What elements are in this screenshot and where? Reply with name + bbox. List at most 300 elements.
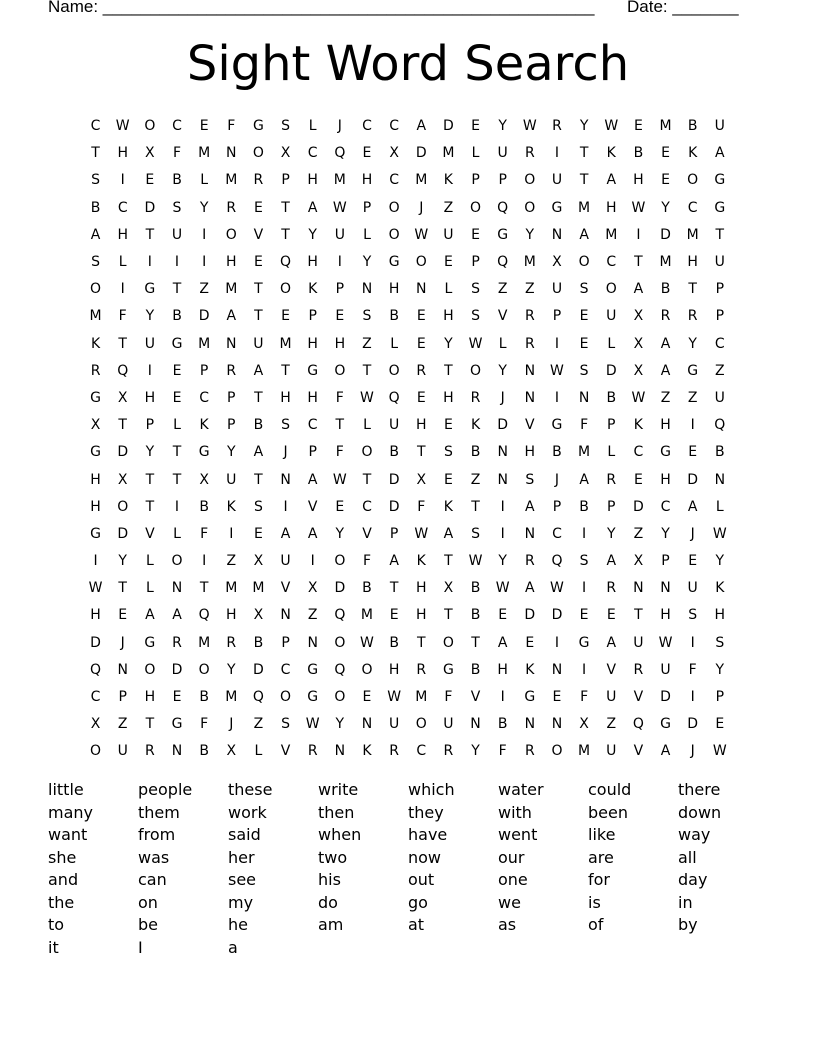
grid-letter: N bbox=[226, 145, 237, 162]
word-item: little bbox=[48, 780, 84, 799]
grid-letter: T bbox=[579, 172, 589, 189]
grid-letter: H bbox=[388, 281, 400, 298]
grid-letter: E bbox=[552, 689, 562, 706]
grid-letter: M bbox=[415, 689, 428, 706]
grid-letter: A bbox=[660, 335, 671, 352]
grid-letter: Y bbox=[715, 553, 725, 570]
grid-letter: L bbox=[444, 281, 453, 298]
grid-letter: Q bbox=[117, 362, 129, 379]
grid-letter: I bbox=[283, 498, 288, 515]
grid-letter: D bbox=[605, 362, 617, 379]
word-item: from bbox=[138, 825, 176, 844]
grid-letter: C bbox=[714, 335, 725, 352]
grid-letter: N bbox=[171, 743, 183, 760]
grid-letter: M bbox=[578, 743, 591, 760]
grid-letter: O bbox=[415, 716, 427, 733]
grid-letter: M bbox=[89, 308, 102, 325]
grid-letter: H bbox=[415, 580, 427, 597]
grid-letter: H bbox=[307, 335, 318, 352]
grid-letter: O bbox=[334, 362, 346, 379]
grid-letter: H bbox=[633, 172, 644, 189]
grid-letter: V bbox=[525, 417, 535, 434]
grid-letter: G bbox=[90, 525, 101, 542]
grid-letter: T bbox=[634, 607, 643, 624]
grid-letter: D bbox=[660, 226, 671, 243]
grid-letter: Z bbox=[606, 716, 617, 733]
grid-letter: B bbox=[470, 661, 481, 678]
grid-letter: E bbox=[199, 118, 209, 135]
grid-letter: R bbox=[416, 362, 427, 379]
grid-letter: U bbox=[633, 634, 644, 651]
word-item: go bbox=[408, 892, 428, 912]
grid-letter: L bbox=[607, 335, 616, 352]
grid-letter: E bbox=[579, 308, 589, 325]
grid-row bbox=[82, 195, 734, 222]
word-item: his bbox=[318, 870, 341, 889]
grid-letter: W bbox=[387, 689, 402, 706]
date-line: Date: _______ bbox=[627, 0, 739, 16]
grid-letter: O bbox=[144, 118, 156, 135]
grid-letter: R bbox=[524, 553, 535, 570]
grid-letter: B bbox=[579, 498, 589, 515]
grid-letter: D bbox=[117, 444, 129, 461]
grid-letter: F bbox=[172, 145, 182, 162]
grid-letter: Q bbox=[334, 607, 346, 624]
grid-letter: D bbox=[388, 471, 400, 488]
grid-letter: F bbox=[118, 308, 127, 325]
grid-letter: R bbox=[226, 199, 237, 216]
grid-letter: B bbox=[715, 444, 725, 461]
grid-letter: K bbox=[226, 498, 236, 515]
grid-letter: V bbox=[280, 580, 291, 597]
grid-letter: N bbox=[334, 743, 346, 760]
grid-letter: O bbox=[90, 281, 102, 298]
grid-letter: I bbox=[636, 226, 641, 243]
grid-letter: T bbox=[471, 498, 480, 515]
word-item: of bbox=[588, 915, 604, 934]
word-column bbox=[408, 779, 498, 959]
grid-letter: I bbox=[147, 362, 152, 379]
grid-letter: C bbox=[606, 254, 617, 271]
grid-letter: B bbox=[90, 199, 101, 216]
grid-letter: L bbox=[145, 553, 154, 570]
grid-row bbox=[82, 630, 734, 657]
grid-letter: N bbox=[578, 389, 590, 406]
grid-letter: Q bbox=[497, 199, 509, 216]
grid-letter: E bbox=[661, 172, 670, 189]
grid-letter: J bbox=[229, 716, 234, 733]
grid-letter: C bbox=[362, 118, 372, 135]
grid-letter: P bbox=[308, 308, 317, 325]
grid-letter: D bbox=[687, 716, 699, 733]
grid-letter: J bbox=[337, 118, 342, 135]
grid-letter: N bbox=[551, 716, 563, 733]
grid-letter: K bbox=[470, 417, 481, 434]
grid-letter: E bbox=[118, 607, 128, 624]
word-item: way bbox=[678, 825, 711, 844]
grid-letter: B bbox=[253, 634, 264, 651]
grid-letter: V bbox=[633, 689, 644, 706]
grid-letter: F bbox=[362, 553, 371, 570]
grid-letter: Y bbox=[444, 335, 453, 352]
grid-letter: O bbox=[442, 634, 454, 651]
grid-letter: H bbox=[117, 145, 128, 162]
grid-letter: U bbox=[280, 553, 291, 570]
grid-letter: Q bbox=[252, 689, 264, 706]
grid-letter: G bbox=[307, 689, 319, 706]
grid-letter: G bbox=[307, 362, 319, 379]
grid-letter: H bbox=[415, 417, 427, 434]
grid-letter: B bbox=[470, 607, 481, 624]
grid-letter: D bbox=[632, 498, 644, 515]
grid-letter: A bbox=[145, 607, 155, 624]
grid-letter: N bbox=[470, 716, 481, 733]
grid-letter: M bbox=[686, 226, 699, 243]
word-item: we bbox=[498, 892, 521, 912]
grid-letter: Y bbox=[498, 553, 507, 570]
grid-letter: T bbox=[145, 498, 155, 515]
grid-letter: V bbox=[307, 498, 318, 515]
grid-letter: W bbox=[414, 525, 429, 542]
grid-letter: A bbox=[172, 607, 182, 624]
grid-row bbox=[82, 684, 734, 711]
grid-letter: I bbox=[202, 254, 207, 271]
grid-letter: O bbox=[361, 444, 373, 461]
grid-letter: I bbox=[174, 498, 180, 515]
grid-letter: H bbox=[226, 254, 237, 271]
grid-letter: A bbox=[715, 145, 725, 162]
grid-letter: W bbox=[631, 199, 646, 216]
grid-letter: U bbox=[443, 226, 454, 243]
word-item: them bbox=[138, 802, 180, 822]
grid-letter: N bbox=[524, 716, 536, 733]
grid-letter: U bbox=[226, 471, 237, 488]
grid-letter: R bbox=[90, 362, 101, 379]
grid-letter: H bbox=[90, 498, 101, 515]
grid-letter: P bbox=[607, 417, 616, 434]
grid-letter: S bbox=[443, 444, 453, 461]
grid-letter: Z bbox=[117, 716, 128, 733]
grid-letter: E bbox=[471, 118, 480, 135]
grid-letter: G bbox=[442, 661, 454, 678]
grid-letter: P bbox=[118, 689, 127, 706]
word-column bbox=[318, 779, 408, 959]
grid-letter: Z bbox=[633, 525, 644, 542]
word-item: for bbox=[588, 870, 610, 889]
grid-letter: H bbox=[388, 661, 400, 678]
grid-letter: I bbox=[500, 689, 505, 706]
grid-letter: O bbox=[334, 553, 346, 570]
grid-letter: R bbox=[307, 743, 318, 760]
grid-letter: J bbox=[120, 634, 125, 651]
grid-letter: L bbox=[308, 118, 317, 135]
grid-letter: U bbox=[714, 254, 725, 271]
grid-letter: S bbox=[471, 308, 480, 325]
grid-letter: W bbox=[305, 716, 320, 733]
grid-letter: D bbox=[334, 580, 346, 597]
grid-letter: N bbox=[226, 335, 237, 352]
grid-letter: G bbox=[307, 661, 319, 678]
grid-letter: K bbox=[199, 417, 209, 434]
grid-letter: R bbox=[552, 118, 562, 135]
grid-letter: F bbox=[444, 689, 453, 706]
grid-letter: E bbox=[443, 417, 453, 434]
grid-letter: T bbox=[281, 199, 290, 216]
word-item: like bbox=[588, 825, 616, 844]
grid-letter: M bbox=[333, 172, 346, 189]
grid-letter: O bbox=[280, 281, 292, 298]
grid-letter: I bbox=[582, 661, 587, 678]
grid-letter: O bbox=[117, 498, 129, 515]
grid-letter: T bbox=[172, 444, 182, 461]
grid-letter: T bbox=[145, 226, 155, 243]
grid-letter: H bbox=[497, 661, 508, 678]
grid-letter: D bbox=[198, 308, 210, 325]
grid-letter: B bbox=[660, 281, 671, 298]
grid-letter: T bbox=[634, 254, 643, 271]
grid-letter: C bbox=[172, 118, 182, 135]
grid-letter: I bbox=[310, 553, 315, 570]
grid-letter: P bbox=[227, 417, 236, 434]
grid-letter: S bbox=[172, 199, 182, 216]
word-item: our bbox=[498, 847, 525, 867]
grid-row bbox=[82, 439, 734, 466]
grid-letter: U bbox=[714, 118, 725, 135]
grid-letter: H bbox=[307, 389, 318, 406]
grid-letter: Y bbox=[498, 362, 507, 379]
word-item: day bbox=[678, 870, 708, 889]
grid-letter: F bbox=[688, 661, 697, 678]
word-item: to bbox=[48, 915, 65, 934]
grid-letter: Y bbox=[145, 444, 155, 461]
grid-letter: K bbox=[715, 580, 725, 597]
grid-letter: X bbox=[633, 335, 644, 352]
grid-letter: R bbox=[633, 661, 644, 678]
grid-letter: Y bbox=[688, 335, 697, 352]
grid-letter: U bbox=[551, 281, 563, 298]
grid-letter: T bbox=[416, 634, 426, 651]
word-item: was bbox=[138, 847, 170, 867]
grid-letter: D bbox=[144, 199, 156, 216]
grid-letter: H bbox=[144, 689, 156, 706]
grid-letter: S bbox=[525, 471, 535, 488]
grid-letter: E bbox=[362, 145, 372, 162]
word-item: now bbox=[408, 847, 442, 867]
grid-row bbox=[82, 521, 734, 548]
grid-letter: G bbox=[90, 444, 101, 461]
grid-letter: H bbox=[443, 389, 454, 406]
grid-letter: N bbox=[633, 580, 644, 597]
grid-letter: E bbox=[389, 607, 399, 624]
grid-letter: I bbox=[93, 553, 98, 570]
grid-letter: J bbox=[690, 525, 695, 542]
grid-letter: B bbox=[606, 389, 617, 406]
grid-letter: W bbox=[360, 634, 374, 651]
grid-letter: V bbox=[470, 689, 481, 706]
grid-letter: E bbox=[416, 308, 426, 325]
grid-letter: Q bbox=[198, 607, 210, 624]
grid-letter: L bbox=[607, 444, 616, 461]
grid-letter: F bbox=[227, 118, 236, 135]
grid-letter: E bbox=[498, 607, 508, 624]
grid-letter: X bbox=[90, 716, 101, 733]
grid-letter: O bbox=[361, 661, 373, 678]
grid-letter: F bbox=[417, 498, 426, 515]
grid-letter: X bbox=[253, 607, 264, 624]
grid-letter: S bbox=[253, 498, 263, 515]
grid-letter: R bbox=[470, 389, 481, 406]
grid-letter: E bbox=[633, 118, 643, 135]
grid-letter: A bbox=[253, 444, 264, 461]
grid-letter: X bbox=[145, 145, 155, 162]
grid-letter: Z bbox=[362, 335, 372, 352]
grid-letter: M bbox=[523, 254, 536, 271]
grid-letter: M bbox=[659, 118, 672, 135]
grid-letter: N bbox=[524, 525, 536, 542]
grid-letter: B bbox=[497, 716, 508, 733]
word-item: am bbox=[318, 915, 344, 934]
grid-letter: Q bbox=[714, 417, 726, 434]
grid-letter: W bbox=[631, 389, 646, 406]
grid-letter: E bbox=[145, 172, 155, 189]
grid-letter: M bbox=[659, 254, 672, 271]
grid-letter: I bbox=[554, 145, 560, 162]
grid-letter: K bbox=[443, 498, 453, 515]
grid-letter: W bbox=[712, 743, 727, 760]
grid-letter: G bbox=[551, 199, 563, 216]
word-item: which bbox=[408, 780, 455, 799]
grid-letter: I bbox=[337, 254, 342, 271]
grid-letter: Q bbox=[632, 716, 644, 733]
grid-letter: D bbox=[415, 145, 427, 162]
grid-letter: O bbox=[687, 172, 699, 189]
grid-letter: X bbox=[389, 145, 399, 162]
grid-letter: T bbox=[715, 226, 725, 243]
grid-row bbox=[82, 494, 734, 521]
grid-letter: C bbox=[552, 525, 562, 542]
grid-letter: E bbox=[443, 471, 453, 488]
grid-letter: H bbox=[90, 471, 101, 488]
grid-letter: S bbox=[471, 281, 480, 298]
grid-letter: N bbox=[551, 661, 563, 678]
grid-letter: F bbox=[200, 716, 209, 733]
grid-letter: P bbox=[281, 172, 290, 189]
grid-letter: P bbox=[362, 199, 372, 216]
grid-letter: O bbox=[605, 281, 617, 298]
grid-letter: Y bbox=[308, 226, 317, 243]
word-item: water bbox=[498, 780, 544, 799]
grid-letter: V bbox=[280, 743, 291, 760]
word-item: her bbox=[228, 847, 255, 867]
word-item: he bbox=[228, 915, 248, 934]
grid-letter: H bbox=[361, 172, 373, 189]
grid-letter: W bbox=[468, 335, 483, 352]
grid-letter: T bbox=[172, 471, 182, 488]
grid-letter: E bbox=[172, 389, 182, 406]
grid-letter: E bbox=[253, 254, 263, 271]
grid-letter: T bbox=[444, 553, 453, 570]
grid-letter: A bbox=[606, 172, 617, 189]
grid-letter: S bbox=[91, 254, 101, 271]
word-item: went bbox=[498, 825, 538, 844]
grid-letter: Q bbox=[90, 661, 102, 678]
grid-row bbox=[82, 303, 734, 330]
word-item: see bbox=[228, 870, 257, 889]
grid-letter: E bbox=[362, 689, 372, 706]
grid-letter: H bbox=[605, 199, 617, 216]
grid-letter: B bbox=[172, 308, 182, 325]
word-item: is bbox=[588, 892, 601, 912]
grid-letter: Y bbox=[226, 661, 236, 678]
grid-letter: V bbox=[145, 525, 155, 542]
grid-letter: H bbox=[280, 389, 291, 406]
name-line: Name: ____________________________________________________ bbox=[48, 0, 595, 16]
word-column bbox=[138, 779, 228, 959]
grid-letter: L bbox=[254, 743, 263, 760]
grid-letter: M bbox=[198, 145, 211, 162]
grid-letter: W bbox=[115, 118, 130, 135]
grid-letter: R bbox=[606, 580, 617, 597]
grid-letter: N bbox=[117, 661, 128, 678]
grid-letter: M bbox=[225, 172, 238, 189]
grid-letter: W bbox=[332, 471, 347, 488]
grid-letter: B bbox=[362, 580, 372, 597]
grid-letter: H bbox=[144, 389, 156, 406]
grid-letter: W bbox=[88, 580, 103, 597]
grid-letter: G bbox=[171, 716, 183, 733]
word-item: my bbox=[228, 892, 254, 912]
grid-letter: Y bbox=[199, 199, 209, 216]
grid-letter: L bbox=[390, 335, 399, 352]
grid-letter: O bbox=[90, 743, 102, 760]
grid-letter: K bbox=[416, 553, 426, 570]
grid-letter: N bbox=[416, 281, 427, 298]
grid-letter: X bbox=[226, 743, 237, 760]
grid-letter: I bbox=[500, 525, 505, 542]
grid-letter: M bbox=[605, 226, 618, 243]
word-column bbox=[48, 779, 138, 959]
grid-letter: A bbox=[307, 525, 318, 542]
word-item: are bbox=[588, 847, 614, 867]
grid-letter: B bbox=[552, 444, 562, 461]
word-item: want bbox=[48, 825, 88, 844]
grid-letter: P bbox=[498, 172, 507, 189]
word-item: two bbox=[318, 847, 348, 867]
grid-letter: P bbox=[199, 362, 209, 379]
grid-letter: G bbox=[687, 362, 699, 379]
grid-letter: O bbox=[280, 689, 292, 706]
grid-letter: E bbox=[579, 607, 589, 624]
grid-letter: U bbox=[443, 716, 454, 733]
word-item: in bbox=[678, 892, 693, 912]
grid-letter: O bbox=[524, 199, 536, 216]
grid-letter: M bbox=[360, 607, 374, 624]
grid-letter: L bbox=[173, 417, 181, 434]
grid-letter: Z bbox=[253, 716, 264, 733]
grid-letter: J bbox=[419, 199, 424, 216]
grid-letter: T bbox=[444, 362, 453, 379]
grid-letter: X bbox=[199, 471, 209, 488]
grid-letter: E bbox=[335, 308, 345, 325]
grid-letter: I bbox=[174, 254, 180, 271]
grid-letter: I bbox=[554, 634, 560, 651]
word-column bbox=[228, 779, 318, 959]
grid-letter: A bbox=[389, 553, 399, 570]
grid-letter: M bbox=[225, 689, 238, 706]
grid-letter: C bbox=[307, 417, 318, 434]
grid-letter: S bbox=[715, 634, 725, 651]
grid-letter: A bbox=[579, 226, 589, 243]
